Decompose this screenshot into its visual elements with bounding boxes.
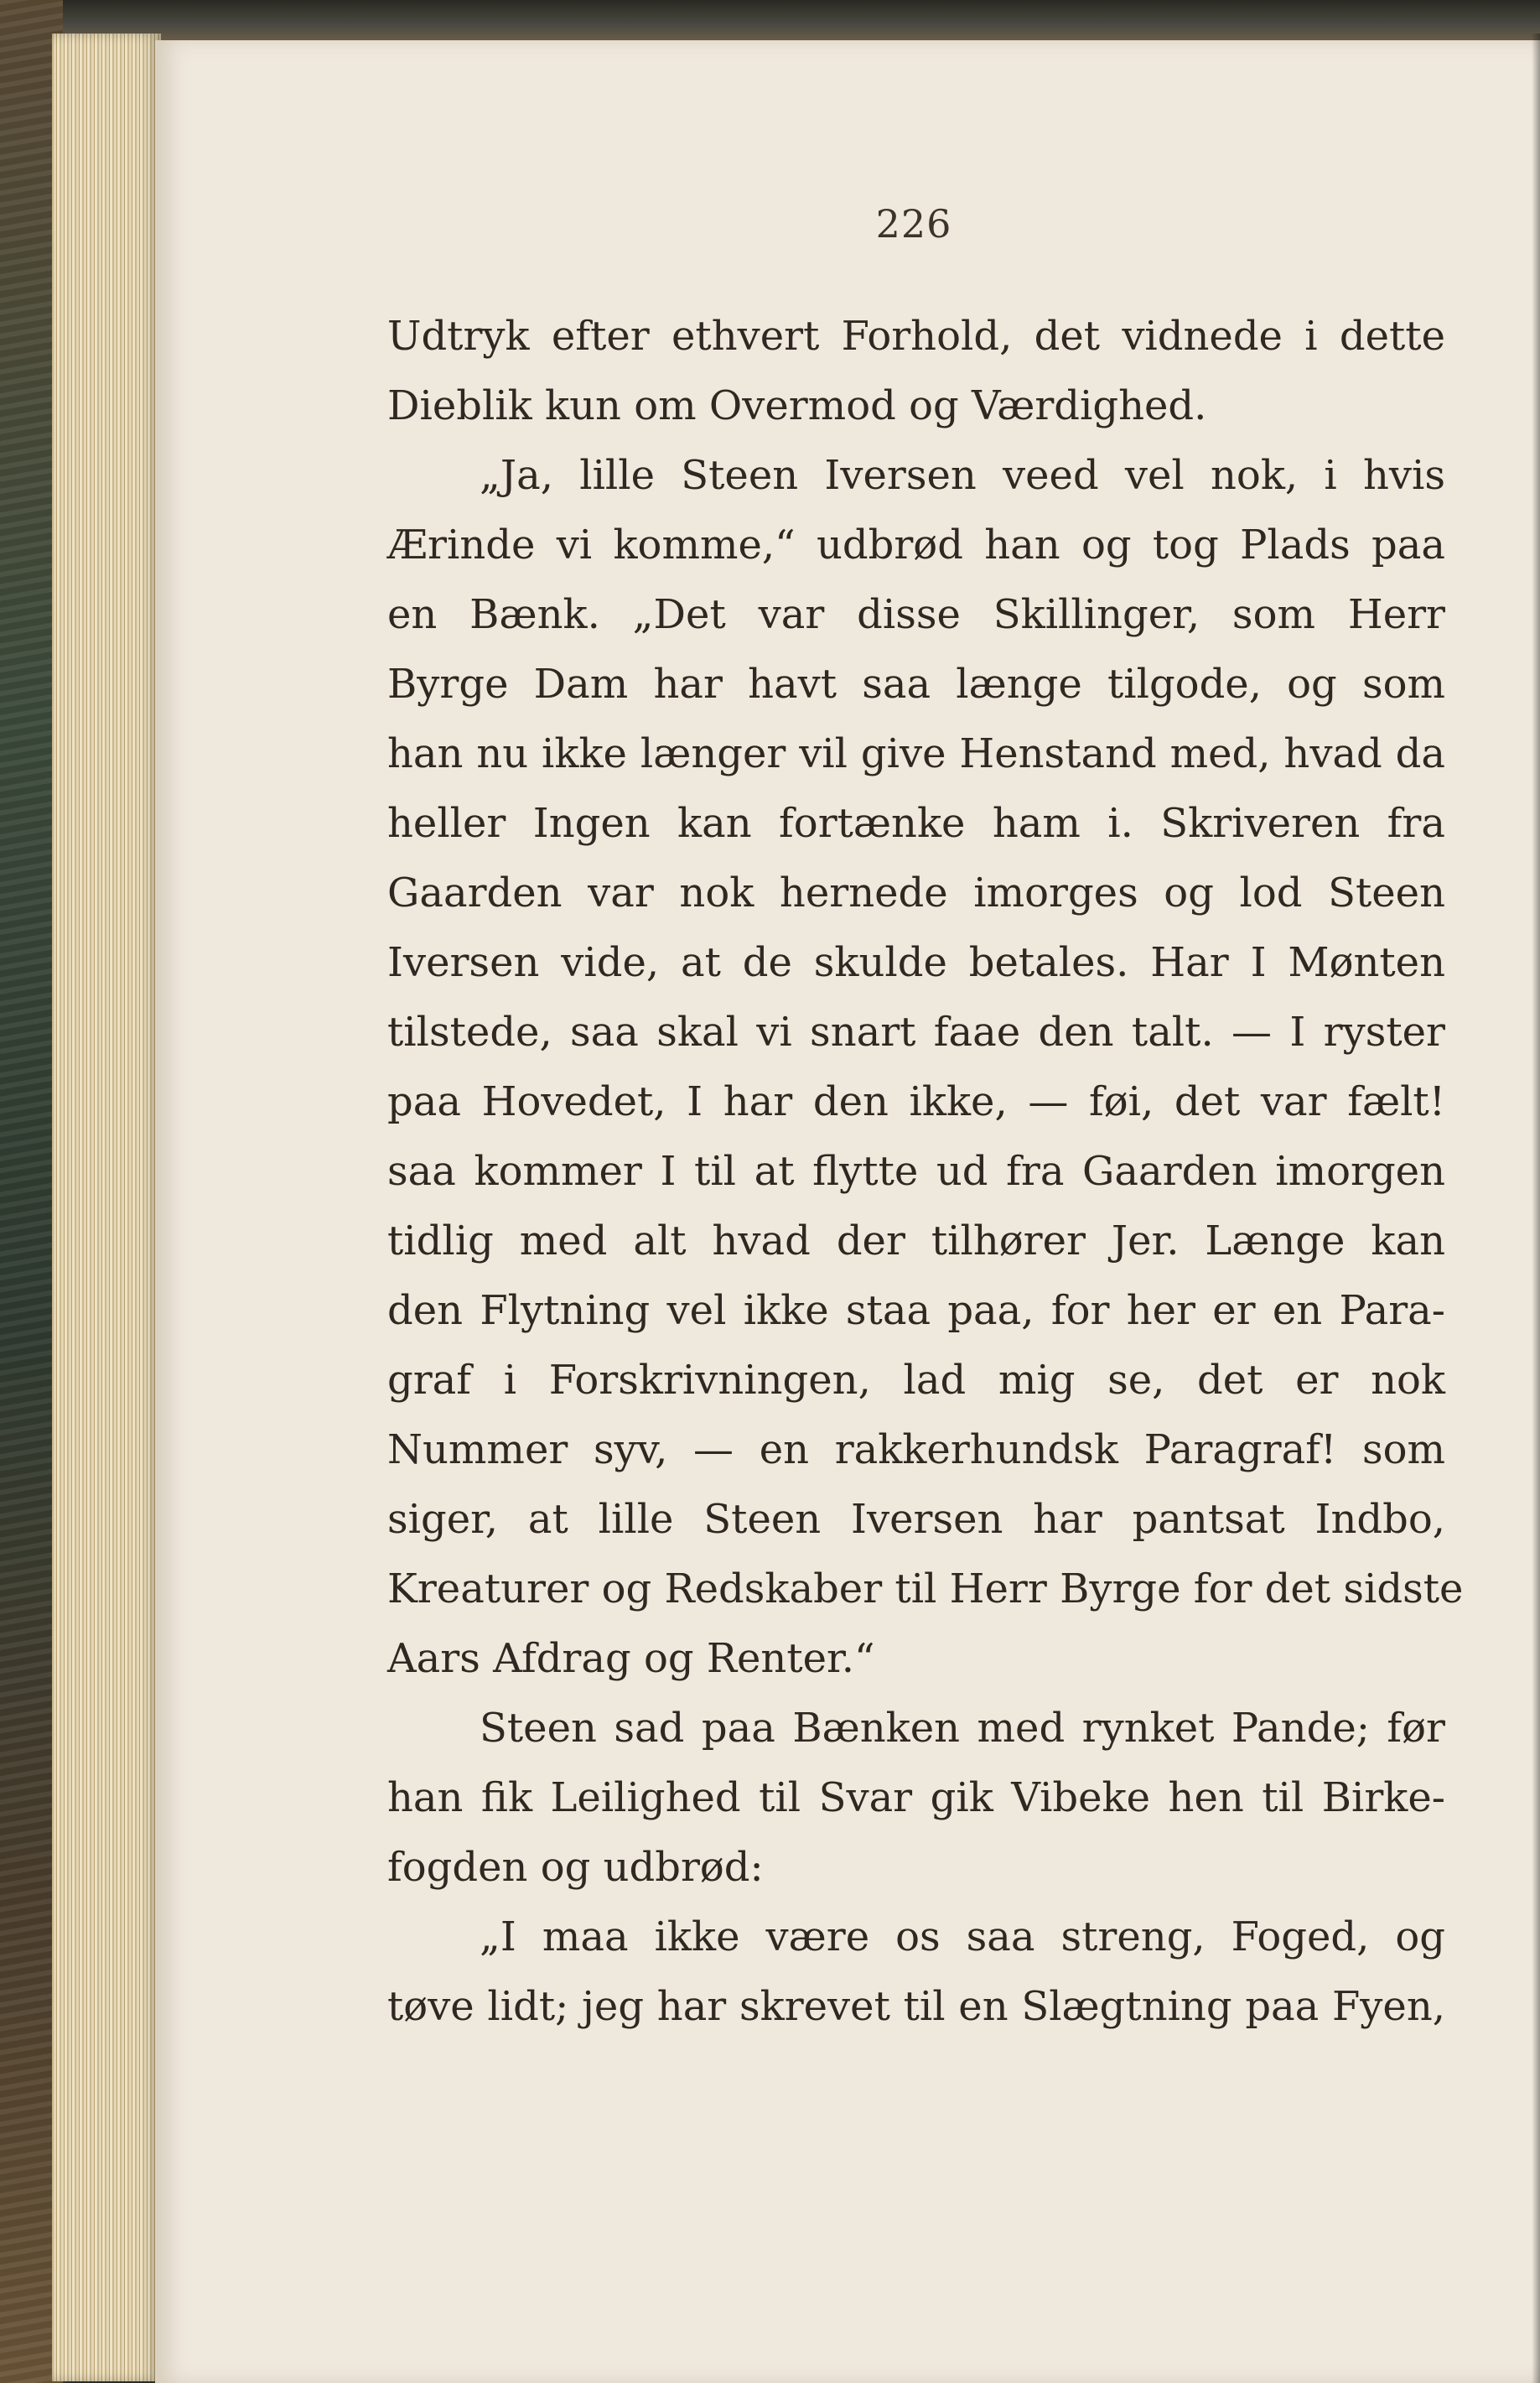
text-line-13: saa kommer I til at flytte ud fra Gaarden imorgen	[387, 1148, 1445, 1195]
text-line-21: Steen sad paa Bænken med rynket Pande; før	[480, 1705, 1445, 1752]
text-line-5: en Bænk. „Det var disse Skillinger, som Herr	[387, 591, 1445, 638]
body-text	[387, 302, 1464, 2042]
text-line-2: Dieblik kun om Overmod og Værdighed.	[387, 382, 1207, 429]
top-binding-strip	[0, 0, 1540, 42]
text-line-23: fogden og udbrød:	[387, 1844, 764, 1891]
text-line-1: Udtryk efter ethvert Forhold, det vidnede i dette	[387, 313, 1445, 360]
text-line-3: „Ja, lille Steen Iversen veed vel nok, i hvis	[480, 452, 1445, 499]
text-line-8: heller Ingen kan fortænke ham i. Skriveren fra	[387, 800, 1445, 847]
text-line-18: siger, at lille Steen Iversen har pantsat Indbo,	[387, 1496, 1445, 1543]
text-line-19: Kreaturer og Redskaber til Herr Byrge for det sidste	[387, 1565, 1464, 1612]
text-line-9: Gaarden var nok hernede imorges og lod Steen	[387, 870, 1445, 916]
text-line-15: den Flytning vel ikke staa paa, for her er en Para-	[387, 1287, 1445, 1334]
text-line-4: Ærinde vi komme,“ udbrød han og tog Plads paa	[387, 522, 1445, 568]
text-line-10: Iversen vide, at de skulde betales. Har I Mønten	[387, 939, 1445, 986]
text-line-14: tidlig med alt hvad der tilhører Jer. Længe kan	[387, 1217, 1445, 1264]
text-line-17: Nummer syv, — en rakkerhundsk Paragraf! som	[387, 1426, 1445, 1473]
page-right-edge-shadow	[1532, 34, 1540, 2383]
text-line-16: graf i Forskrivningen, lad mig se, det er nok	[387, 1357, 1445, 1404]
text-line-25: tøve lidt; jeg har skrevet til en Slægtning paa Fyen,	[387, 1983, 1445, 2030]
text-line-24: „I maa ikke være os saa streng, Foged, og	[480, 1913, 1445, 1960]
text-line-7: han nu ikke længer vil give Henstand med, hvad da	[387, 730, 1445, 777]
text-line-12: paa Hovedet, I har den ikke, — føi, det var fælt!	[387, 1078, 1445, 1125]
text-line-22: han fik Leilighed til Svar gik Vibeke hen til Birke-	[387, 1774, 1445, 1821]
text-line-11: tilstede, saa skal vi snart faae den talt. — I ryster	[387, 1009, 1445, 1056]
page-edges	[52, 34, 161, 2381]
text-line-6: Byrge Dam har havt saa længe tilgode, og som	[387, 661, 1445, 708]
text-line-20: Aars Afdrag og Renter.“	[387, 1635, 875, 1682]
page-number: 226	[875, 201, 952, 247]
